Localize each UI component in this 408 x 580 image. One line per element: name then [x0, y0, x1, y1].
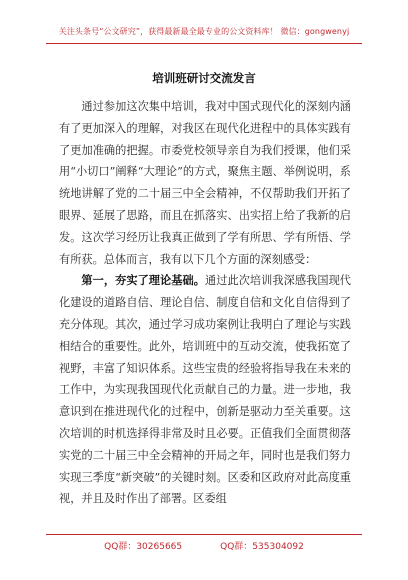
section-1-body: 通过此次培训我深感我国现代化建设的道路自信、理论自信、制度自信和文化自信得到了充分体现。其次，通过学习成功案例让我明白了理论与实践相结合的重要性。此外，培训班中的互动交流，使我拓宽了视野，丰富了知识体系。这些宝贵的经验将指导我在未来的工作中，为实现我国现代化贡献自己的力量。进一步地，我意识到在推进现代化的过程中，创新是驱动力至关重要。这次培训的时机选择得非常及时且必要。正值我们全面贯彻落实党的二十届三中全会精神的开局之年，同时也是我们努力实现三季度“新突破”的关键时刻。区委和区政府对此高度重视，并且及时作出了部署。区委组 [59, 274, 351, 506]
header-divider [46, 43, 362, 44]
intro-paragraph: 通过参加这次集中培训，我对中国式现代化的深刻内涵有了更加深入的理解，对我区在现代化进程中的具体实践有了更加准确的把握。市委党校领导亲自为我们授课，他们采用“小切口”阐释“大理论”的方式，聚焦主题、举例说明，系统地讲解了党的二十届三中全会精神，不仅帮助我们开拓了眼界、延展了思路，而且在抓落实、出实招上给了我新的启发。这次学习经历让我真正做到了学有所思、学有所悟、学有所获。总体而言，我有以下几个方面的深刻感受： [59, 100, 351, 266]
document-body [59, 96, 351, 510]
section-1-paragraph [59, 270, 351, 510]
promo-banner: 关注头条号“公文研究”，获得最新最全最专业的公文资料库！ 微信：gongwenyj [58, 27, 350, 36]
qq-group-1: QQ群：30265665 [104, 542, 183, 552]
footer-divider [46, 534, 362, 535]
section-1-heading: 第一，夯实了理论基础。 [81, 274, 205, 288]
footer-contacts [0, 539, 408, 552]
qq-group-2: QQ群：535304092 [220, 542, 304, 552]
document-title: 培训班研讨交流发言 [152, 71, 256, 85]
